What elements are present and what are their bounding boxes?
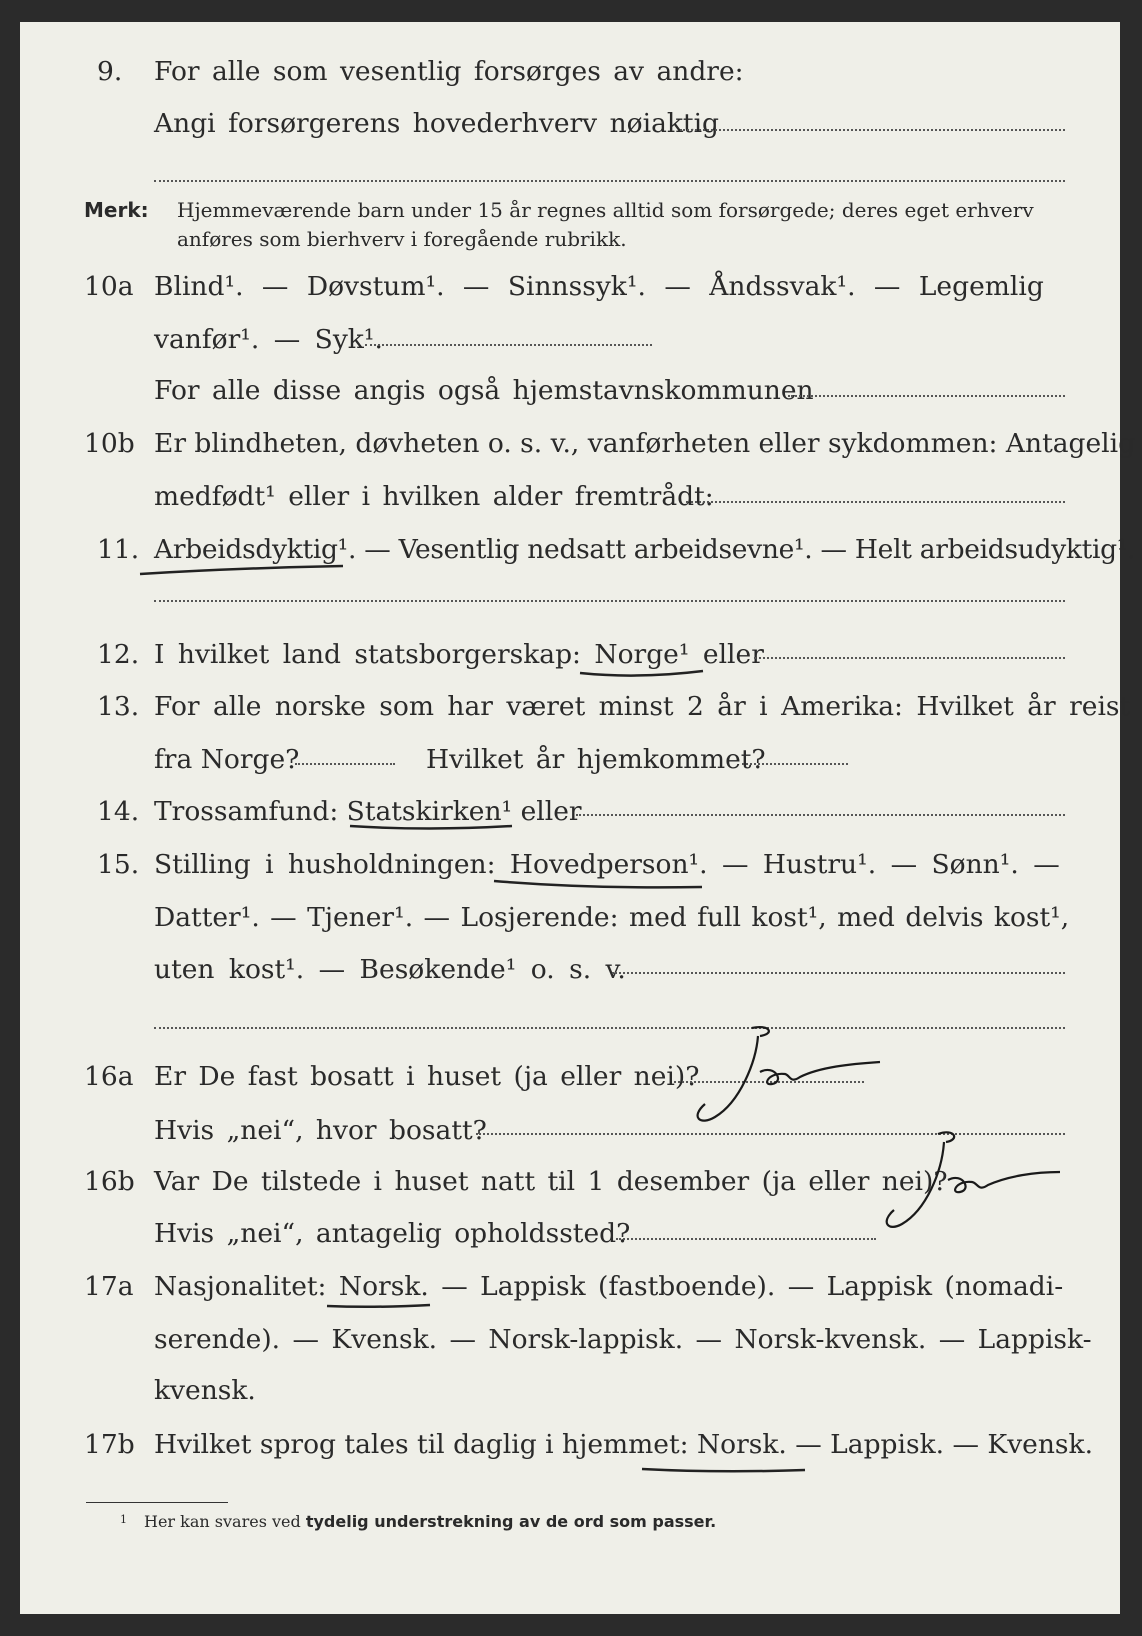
question-number: 14. bbox=[97, 796, 140, 827]
answer-line[interactable] bbox=[612, 972, 1065, 974]
question-text: Trossamfund: Statskirken¹ eller bbox=[154, 796, 582, 827]
underline-mark bbox=[640, 1464, 810, 1476]
question-text: Stilling i husholdningen: Hovedperson¹. — Hustru¹. — Sønn¹. — bbox=[154, 849, 1060, 880]
question-number: 10b bbox=[84, 428, 135, 459]
census-form-page bbox=[20, 22, 1136, 1614]
underline-mark bbox=[325, 1300, 435, 1312]
answer-line[interactable] bbox=[295, 763, 395, 765]
question-text: Blind¹. — Døvstum¹. — Sinnssyk¹. — Åndssvak¹. — Legemlig bbox=[154, 271, 1044, 302]
note-text: anføres som bierhverv i foregående rubrikk. bbox=[177, 227, 627, 251]
question-text: fra Norge? bbox=[154, 744, 300, 775]
question-text: Er blindheten, døvheten o. s. v., vanførheten eller sykdommen: Antagelig bbox=[154, 428, 1136, 459]
question-text: Hvis „nei“, antagelig opholdssted? bbox=[154, 1218, 631, 1249]
question-text: Hvilket år hjemkommet? bbox=[426, 744, 766, 775]
answer-line[interactable] bbox=[576, 814, 1065, 816]
answer-line[interactable] bbox=[154, 1027, 1065, 1029]
question-text: vanfør¹. — Syk¹. bbox=[154, 324, 383, 355]
question-text: medfødt¹ eller i hvilken alder fremtrådt: bbox=[154, 481, 714, 512]
answer-line[interactable] bbox=[616, 1238, 876, 1240]
question-number: 16a bbox=[84, 1061, 134, 1092]
footnote-mark: 1 bbox=[120, 1513, 127, 1526]
question-number: 13. bbox=[97, 691, 140, 722]
answer-line[interactable] bbox=[742, 763, 848, 765]
answer-line[interactable] bbox=[788, 395, 1065, 397]
note-text: Hjemmeværende barn under 15 år regnes alltid som forsørgede; deres eget erhverv bbox=[177, 198, 1034, 222]
question-text: Angi forsørgerens hovederhverv nøiaktig bbox=[154, 108, 720, 139]
question-text: Er De fast bosatt i huset (ja eller nei)? bbox=[154, 1061, 700, 1092]
answer-line[interactable] bbox=[154, 180, 1065, 182]
question-text: Arbeidsdyktig¹. — Vesentlig nedsatt arbeidsevne¹. — Helt arbeidsudyktig¹. bbox=[154, 534, 1136, 565]
question-number: 17a bbox=[84, 1271, 134, 1302]
question-text: I hvilket land statsborgerskap: Norge¹ eller bbox=[154, 639, 764, 670]
question-number: 15. bbox=[97, 849, 140, 880]
question-text: Nasjonalitet: Norsk. — Lappisk (fastboende). — Lappisk (nomadi- bbox=[154, 1271, 1064, 1302]
footnote-text bbox=[144, 1514, 716, 1530]
underline-mark bbox=[138, 562, 348, 578]
footnote-rule bbox=[86, 1502, 228, 1503]
question-text: uten kost¹. — Besøkende¹ o. s. v. bbox=[154, 954, 626, 985]
answer-line[interactable] bbox=[686, 501, 1065, 503]
answer-line[interactable] bbox=[154, 600, 1065, 602]
note-label: Merk: bbox=[84, 198, 149, 222]
question-number: 16b bbox=[84, 1166, 135, 1197]
footnote-text-plain: Her kan svares ved bbox=[144, 1512, 301, 1531]
question-text: For alle disse angis også hjemstavnskommunen bbox=[154, 375, 814, 406]
handwritten-answer-ja[interactable] bbox=[660, 1022, 890, 1132]
answer-line[interactable] bbox=[680, 129, 1065, 131]
handwritten-answer-ja[interactable] bbox=[860, 1122, 1070, 1242]
footnote-text-bold: tydelig understrekning av de ord som passer. bbox=[305, 1512, 717, 1531]
answer-line[interactable] bbox=[754, 657, 1065, 659]
question-text: Hvis „nei“, hvor bosatt? bbox=[154, 1115, 487, 1146]
underline-mark bbox=[578, 667, 708, 681]
underline-mark bbox=[492, 877, 707, 893]
question-text: serende). — Kvensk. — Norsk-lappisk. — Norsk-kvensk. — Lappisk- bbox=[154, 1324, 1092, 1355]
question-number: 10a bbox=[84, 271, 134, 302]
underline-mark bbox=[348, 820, 516, 834]
question-number: 11. bbox=[97, 534, 140, 565]
answer-line[interactable] bbox=[365, 344, 652, 346]
question-text: Hvilket sprog tales til daglig i hjemmet: Norsk. — Lappisk. — Kvensk. bbox=[154, 1429, 1094, 1460]
question-number: 17b bbox=[84, 1429, 135, 1460]
question-number: 12. bbox=[97, 639, 140, 670]
question-text: Var De tilstede i huset natt til 1 desember (ja eller nei)? bbox=[154, 1166, 948, 1197]
question-text: kvensk. bbox=[154, 1375, 256, 1406]
question-text: For alle som vesentlig forsørges av andre: bbox=[154, 56, 744, 87]
question-number: 9. bbox=[97, 56, 123, 87]
question-text: Datter¹. — Tjener¹. — Losjerende: med full kost¹, med delvis kost¹, bbox=[154, 902, 1070, 933]
question-text: For alle norske som har været minst 2 år i Amerika: Hvilket år reist bbox=[154, 691, 1131, 722]
